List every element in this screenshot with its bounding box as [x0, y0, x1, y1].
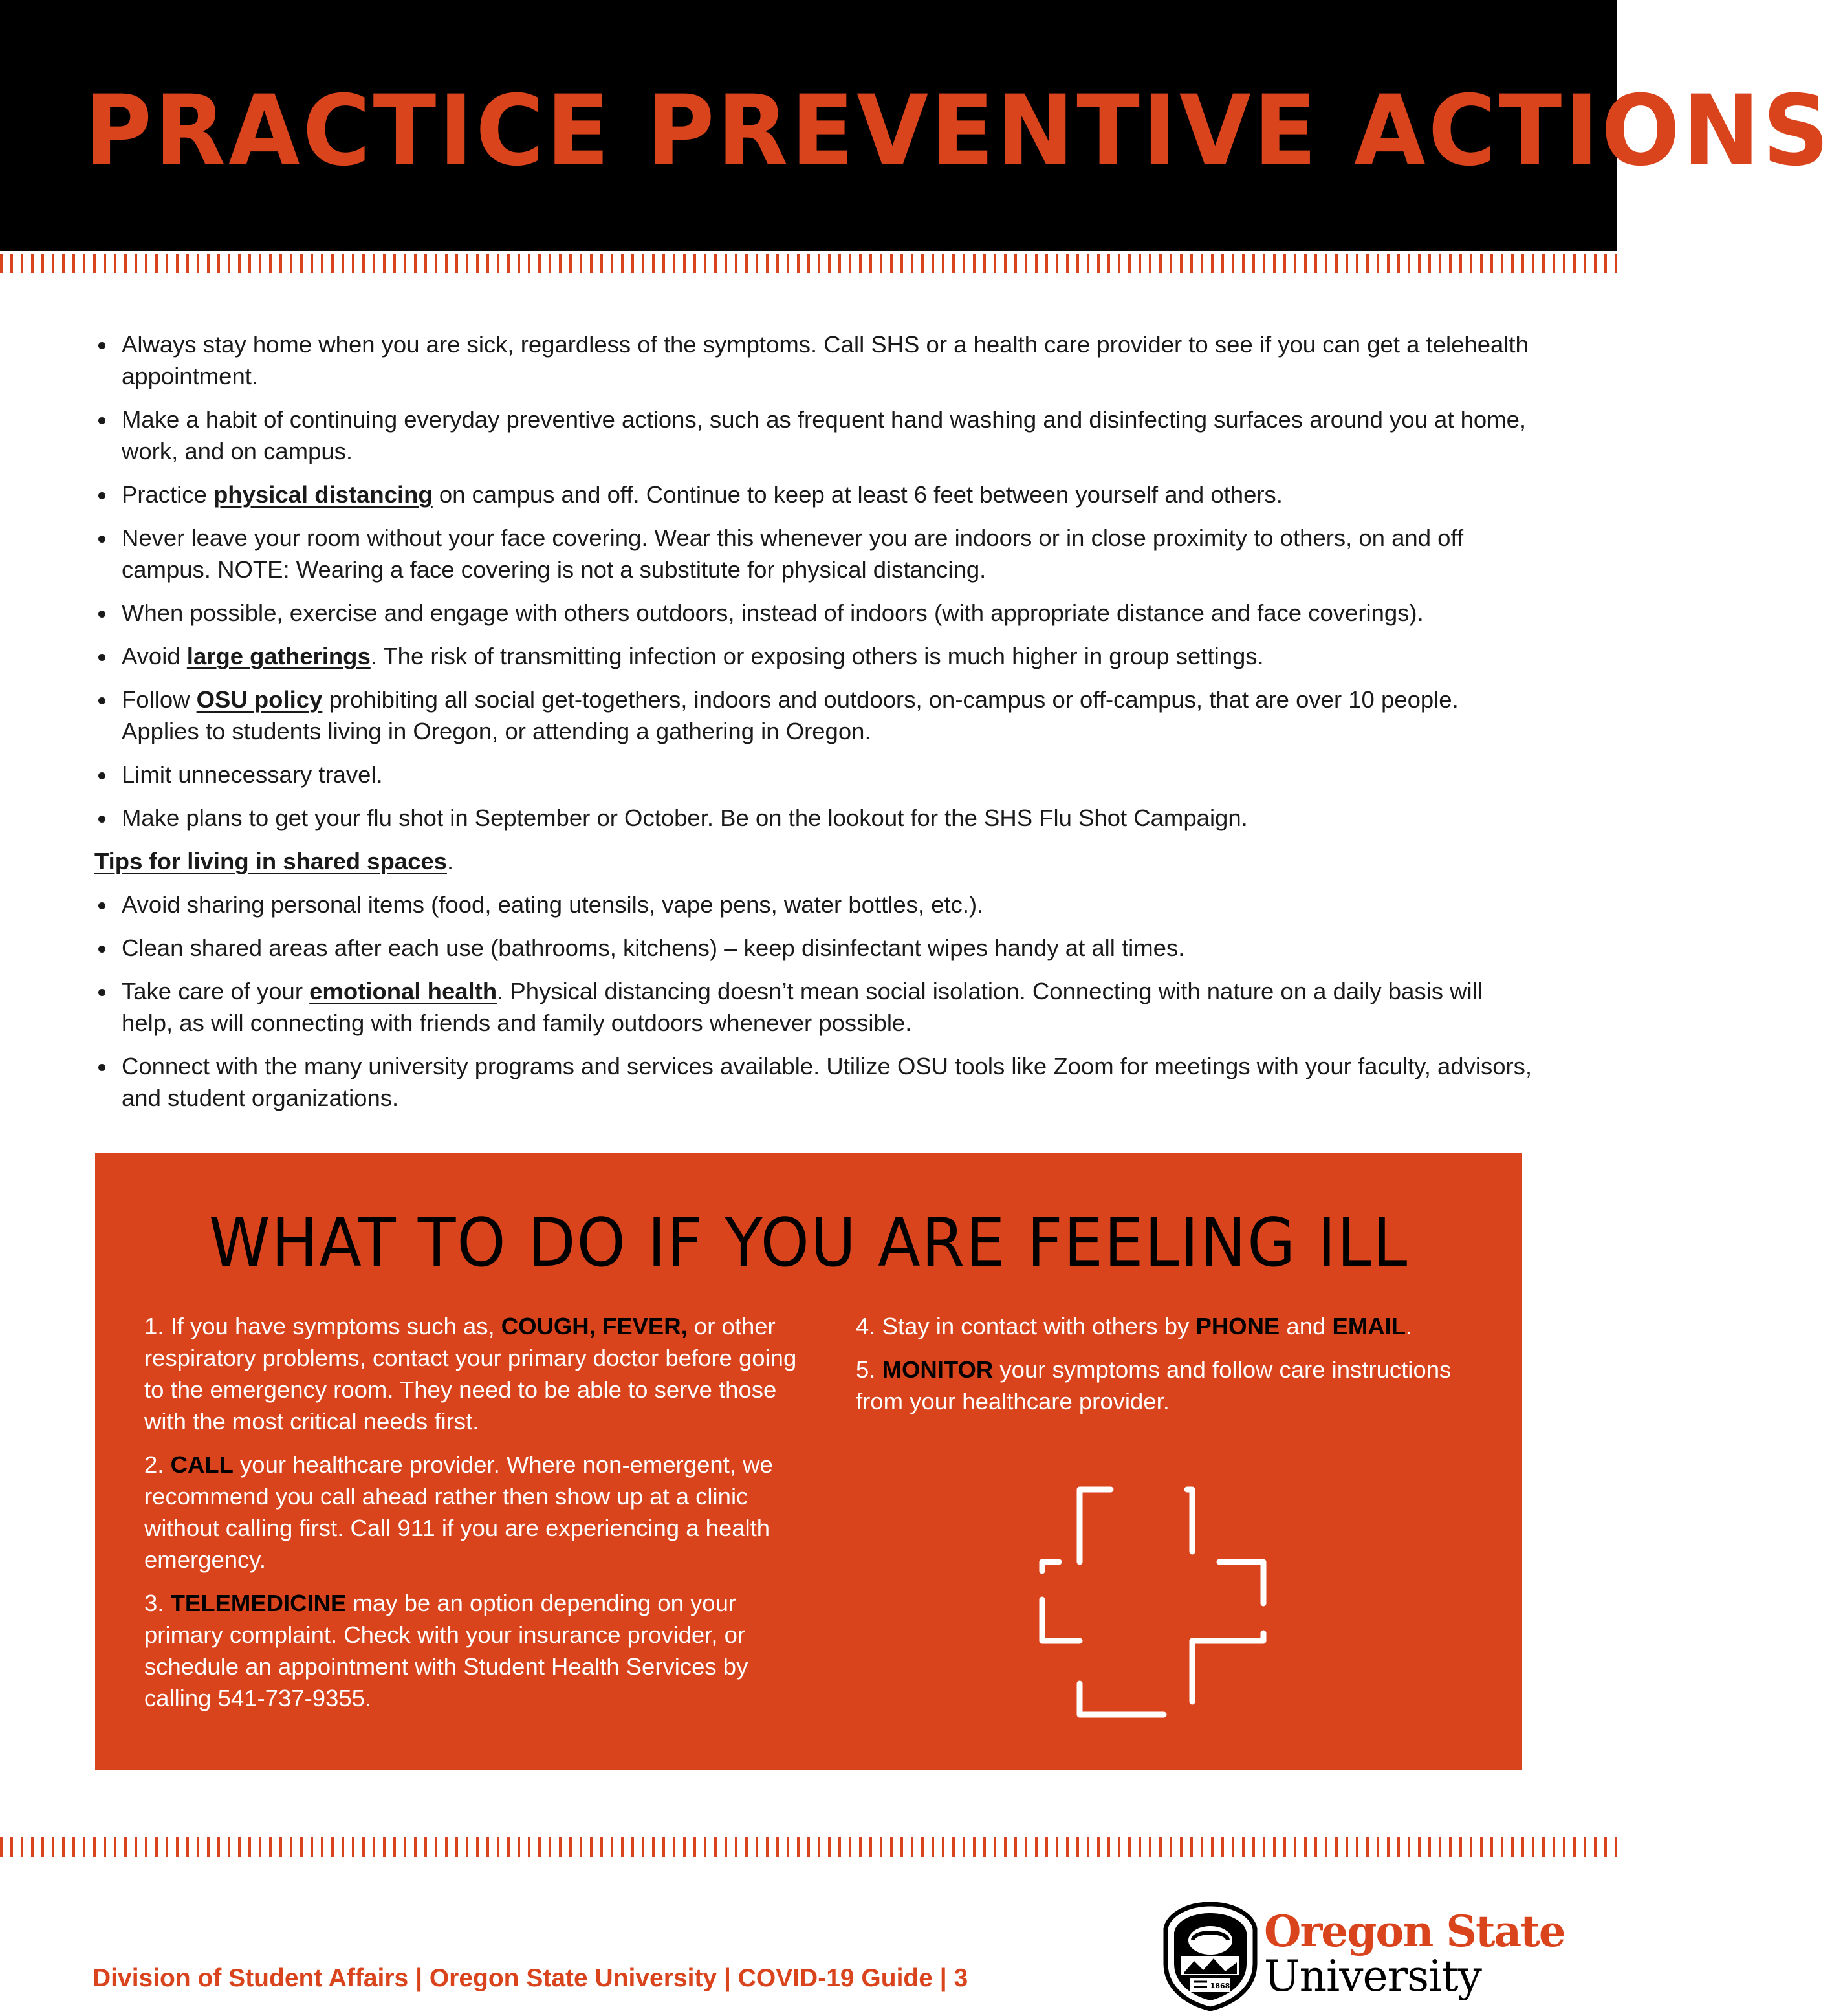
step-5: 5. MONITOR your symptoms and follow care instructions from your healthcare provider. — [856, 1356, 1452, 1414]
list-item: Take care of your emotional health. Physical distancing doesn’t mean social isolation. Connecting with nature on a daily basis will help, as will connecting with friends and family outdoors whenever possible. — [94, 975, 1537, 1039]
list-item: Avoid sharing personal items (food, eating utensils, vape pens, water bottles, etc.). — [94, 889, 1537, 920]
list-item: When possible, exercise and engage with others outdoors, instead of indoors (with appropriate distance and face coverings). — [94, 597, 1537, 629]
osu-policy-link[interactable]: OSU policy — [196, 686, 323, 713]
list-item: Avoid large gatherings. The risk of transmitting infection or exposing others is much higher in group settings. — [94, 640, 1537, 672]
bottom-tick-divider — [0, 1837, 1617, 1857]
physical-distancing-link[interactable]: physical distancing — [213, 481, 433, 508]
list-item: Connect with the many university programs and services available. Utilize OSU tools like Zoom for meetings with your faculty, advisors, and student organizations. — [94, 1050, 1537, 1114]
tips-heading: Tips for living in shared spaces. — [94, 848, 454, 874]
step-2: 2. CALL your healthcare provider. Where non-emergent, we recommend you call ahead rather then show up at a clinic without calling first. Call 911 if you are experiencing a health emergency. — [144, 1451, 773, 1573]
footer-text: Division of Student Affairs | Oregon State University | COVID-19 Guide | 3 — [93, 1964, 968, 1992]
list-item: Always stay home when you are sick, regardless of the symptoms. Call SHS or a health care provider to see if you can get a telehealth appointment. — [94, 329, 1537, 392]
tips-shared-spaces-link[interactable]: Tips for living in shared spaces — [94, 848, 447, 874]
large-gatherings-link[interactable]: large gatherings — [186, 643, 371, 669]
list-item: Make plans to get your flu shot in September or October. Be on the lookout for the SHS Flu Shot Campaign. — [94, 802, 1537, 834]
medical-cross-icon — [1041, 1486, 1274, 1718]
list-item: Practice physical distancing on campus and off. Continue to keep at least 6 feet between yourself and others. — [94, 479, 1537, 510]
header-banner — [0, 0, 1832, 251]
step-4: 4. Stay in contact with others by PHONE and EMAIL. — [856, 1313, 1413, 1339]
list-item: Limit unnecessary travel. — [94, 759, 1537, 790]
seal-year: 1868 — [1210, 1982, 1230, 1990]
emotional-health-link[interactable]: emotional health — [309, 978, 497, 1004]
preventive-actions-section — [94, 329, 1537, 1125]
top-tick-divider — [0, 254, 1617, 273]
step-1: 1. If you have symptoms such as, COUGH, FEVER, or other respiratory problems, contact your primary doctor before going to the emergency room. They need to be able to serve those with the most critical needs first. — [144, 1313, 797, 1435]
logo-name-line1: Oregon State — [1264, 1906, 1565, 1956]
feeling-ill-title: WHAT TO DO IF YOU ARE FEELING ILL — [208, 1204, 1409, 1282]
osu-logo — [1162, 1895, 1565, 2011]
feeling-ill-left-column — [144, 1310, 798, 1726]
feeling-ill-panel — [95, 1153, 1522, 1770]
tips-list — [94, 889, 1537, 1114]
feeling-ill-right-column — [856, 1310, 1490, 1429]
list-item: Never leave your room without your face covering. Wear this whenever you are indoors or in close proximity to others, on and off campus. NOTE: Wearing a face covering is not a substitute for physical distancing. — [94, 522, 1537, 585]
preventive-list — [94, 329, 1537, 834]
list-item: Make a habit of continuing everyday preventive actions, such as frequent hand washing and disinfecting surfaces around you at home, work, and on campus. — [94, 404, 1537, 467]
page-title: PRACTICE PREVENTIVE ACTIONS — [84, 75, 1832, 188]
step-3: 3. TELEMEDICINE may be an option depending on your primary complaint. Check with your insurance provider, or schedule an appointment with Student Health Services by calling 541-737-9355. — [144, 1590, 748, 1711]
list-item: Follow OSU policy prohibiting all social get-togethers, indoors and outdoors, on-campus or off-campus, that are over 10 people. Applies to students living in Oregon, or attending a gathering in Oregon. — [94, 684, 1537, 747]
osu-seal-icon — [1162, 1900, 1259, 2011]
logo-name-line2: University — [1264, 1951, 1481, 2001]
list-item: Clean shared areas after each use (bathrooms, kitchens) – keep disinfectant wipes handy at all times. — [94, 932, 1537, 964]
